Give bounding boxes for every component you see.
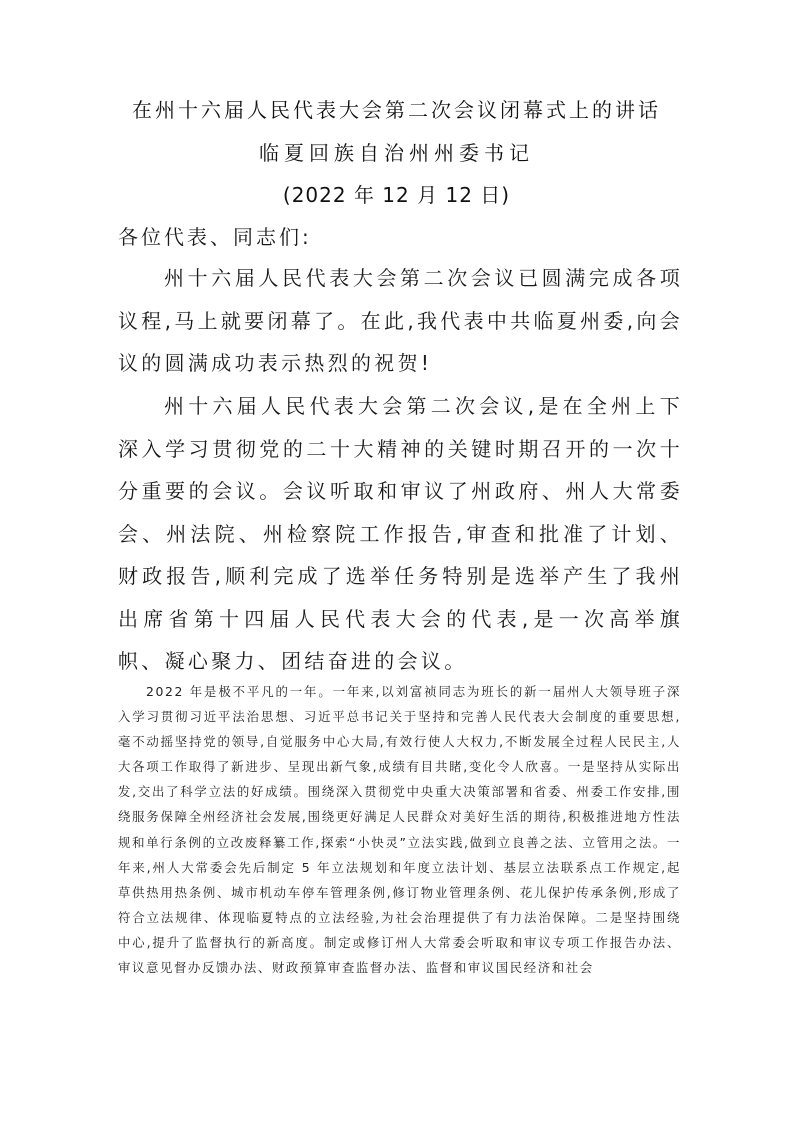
salutation: 各位代表、同志们:: [118, 225, 312, 249]
speech-date: (2022 年 12 月 12 日): [282, 183, 511, 207]
speech-title: 在州十六届人民代表大会第二次会议闭幕式上的讲话: [132, 98, 661, 122]
small-body-paragraph: 2022 年是极不平凡的一年。一年来,以刘富祯同志为班长的新一届州人大领导班子深入学习贯彻习近平法治思想、习近平总书记关于坚持和完善人民代表大会制度的重要思想,毫不动摇坚持党的领导,自觉服务中心大局,有效行使人大权力,不断发展全过程人民民主,人大各项工作取得了新进步、呈现出新气象,成绩有目共睹,变化令人欣喜。一是坚持从实际出发,交出了科学立法的好成绩。围绕深入贯彻党中央重大决策部署和省委、州委工作安排,围绕服务保障全州经济社会发展,围绕更好满足人民群众对美好生活的期待,积极推进地方性法规和单行条例的立改废释纂工作,探索“小快灵”立法实践,做到立良善之法、立管用之法。一年来,州人大常委会先后制定 5 年立法规划和年度立法计划、基层立法联系点工作规定,起草供热用热条例、城市机动车停车管理条例,修订物业管理条例、花儿保护传承条例,形成了符合立法规律、体现临夏特点的立法经验,为社会治理提供了有力法治保障。二是坚持围绕中心,提升了监督执行的新高度。制定或修订州人大常委会听取和审议专项工作报告办法、审议意见督办反馈办法、财政预算审查监督办法、监督和审议国民经济和社会: [118, 684, 681, 976]
speaker-title: 临夏回族自治州州委书记: [259, 141, 534, 165]
body-paragraph: 州十六届人民代表大会第二次会议,是在全州上下深入学习贯彻党的二十大精神的关键时期召开的一次十分重要的会议。会议听取和审议了州政府、州人大常委会、州法院、州检察院工作报告,审查和批准了计划、财政报告,顺利完成了选举任务特别是选举产生了我州出席省第十四届人民代表大会的代表,是一次高举旗帜、凝心聚力、团结奋进的会议。: [118, 394, 683, 673]
body-paragraph: 州十六届人民代表大会第二次会议已圆满完成各项议程,马上就要闭幕了。在此,我代表中共临夏州委,向会议的圆满成功表示热烈的祝贺!: [118, 266, 683, 375]
